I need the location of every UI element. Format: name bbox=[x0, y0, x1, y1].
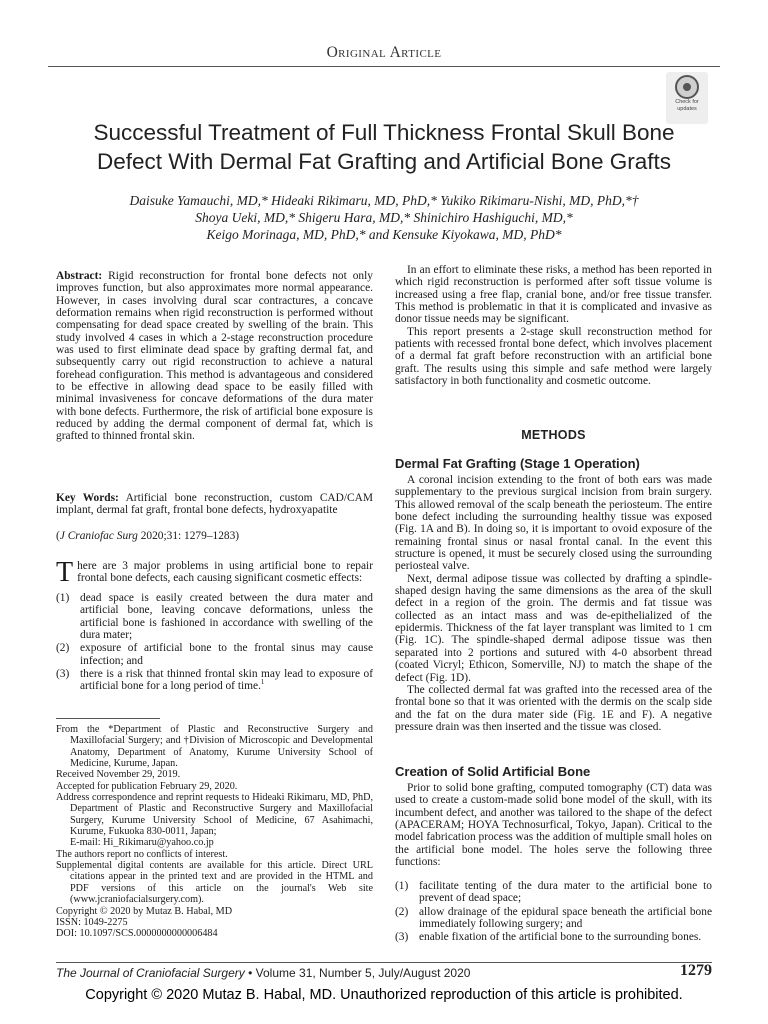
intro-paragraph bbox=[56, 557, 373, 588]
author-line: Keigo Morinaga, MD, PhD,* and Kensuke Kiyokawa, MD, PhD* bbox=[206, 227, 562, 242]
abstract-label: Abstract: bbox=[56, 270, 103, 282]
body-paragraph: Prior to solid bone grafting, computed tomography (CT) data was used to create a custom-made solid bone model of the skull, with its incumbent defect, and another was tailored to the shape of the defect (APACERAM; HOYA Technosurfical, Tokyo, Japan). Critical to the model fabrication process was the addition of multiple small holes on the artificial bone model. The holes serve the following three functions: bbox=[395, 782, 712, 869]
body-paragraph: This report presents a 2-stage skull reconstruction method for patients with recessed frontal bone defect, which involves placement of a dermal fat graft before reconstruction with an artificial bone graft. The results using this simple and safe method were largely satisfactory in both functionality and cosmetic outcome. bbox=[395, 325, 712, 388]
copyright-notice: Copyright © 2020 Mutaz B. Habal, MD. Unauthorized reproduction of this article is prohibited. bbox=[85, 987, 683, 1003]
footnotes bbox=[56, 724, 373, 940]
drop-cap: T bbox=[56, 557, 74, 588]
list-item: (2) allow drainage of the epidural space beneath the artificial bone immediately following surgery; and bbox=[395, 905, 712, 931]
author-line: Daisuke Yamauchi, MD,* Hideaki Rikimaru, MD, PhD,* Yukiko Rikimaru-Nishi, MD, PhD,*† bbox=[129, 193, 639, 208]
footnote-rule bbox=[56, 718, 160, 719]
intro-continued bbox=[395, 264, 712, 387]
list-item: (1) dead space is easily created between the dura mater and artificial bone, leaving concave deformations, unless the artificial bone is fashioned in accordance with swelling of the dura mater; bbox=[56, 592, 373, 642]
footer-rule bbox=[56, 962, 712, 963]
correspondence-note: Address correspondence and reprint requests to Hideaki Rikimaru, MD, PhD, Department of Plastic and Reconstructive Surgery and Maxillofacial Surgery, Kurume University School of Medicine, 67 Asahimachi, Kurume, Fukuoka 830-0011, Japan; bbox=[56, 792, 373, 838]
check-updates-icon bbox=[675, 75, 699, 99]
body-paragraph: In an effort to eliminate these risks, a method has been reported in which rigid reconstruction is performed after soft tissue volume is increased using a free flap, cranial bone, and/or free tissue transfer. This method is problematic in that it is complicated and invasive as donor tissue needs may be significant. bbox=[395, 264, 712, 326]
copyright-line: Copyright © 2020 by Mutaz B. Habal, MD bbox=[56, 905, 233, 917]
body-paragraph: A coronal incision extending to the front of both ears was made supplementary to the previous surgical incision from brain surgery. This allowed removal of the scalp beneath the periosteum. The entire bone defect including the surrounding healthy tissue was exposed (Fig. 1A and B). In doing so, it is important to ovoid exposure of the remaining frontal sinus or nasal frontal canal. In the event this structure is opened, it must be securely closed using the surrounding periosteal valve. bbox=[395, 474, 712, 573]
keywords-label: Key Words: bbox=[56, 492, 119, 504]
solid-bone-section bbox=[395, 782, 712, 868]
check-for-updates-badge[interactable] bbox=[666, 72, 708, 124]
subsection-heading: Creation of Solid Artificial Bone bbox=[395, 764, 591, 779]
section-label: Original Article bbox=[326, 44, 442, 61]
abstract-text: Rigid reconstruction for frontal bone defects not only improves function, but also approximates more normal appearance. However, in cases involving dural scar contractures, a concave deformation remains when rigid reconstruction is performed without compensating for dead space created by swelling of the brain. This study involved 4 cases in which a 2-stage reconstruction procedure was used to first eliminate dead space by grafting dermal fat, and subsequently carry out rigid reconstruction to achieve a natural forehead configuration. This method is advantageous and considered to be effective in allowing dead space to be easily filled with minimal invasiveness for concave deformations of the dura mater with bone defects. Furthermore, the risk of artificial bone exposure is reduced by adding the dermal component of dermal fat, which is grafted to thinned frontal skin. bbox=[56, 270, 373, 443]
received-date: Received November 29, 2019. bbox=[56, 769, 181, 781]
body-paragraph: Next, dermal adipose tissue was collected by drafting a spindle-shaped design having the same dimensions as the area of the skull defect in a region of the groin. The dermis and fat tissue was collected as an intact mass and was de-epithelialized of the epidermis. Thickness of the fat layer transplant was limited to 1 cm (Fig. 1C). The spindle-shaped dermal adipose tissue was then separated into 2 portions and sutured with 4-0 absorbent thread (coated Vicryl; Ethicon, Somerville, NJ) to match the shape of the defect (Fig. 1D). bbox=[395, 572, 712, 684]
supplemental-note: Supplemental digital contents are available for this article. Direct URL citations appear in the printed text and are provided in the HTML and PDF versions of this article on the journal's Web site (www.jcraniofacialsurgery.com). bbox=[56, 860, 373, 906]
dermal-fat-section bbox=[395, 474, 712, 733]
list-item: (2) exposure of artificial bone to the frontal sinus may cause infection; and bbox=[56, 642, 373, 667]
bullet-separator: • bbox=[248, 966, 256, 980]
list-item: (3) enable fixation of the artificial bone to the surrounding bones. bbox=[395, 931, 702, 944]
journal-footer bbox=[56, 966, 470, 980]
author-line: Shoya Ueki, MD,* Shigeru Hara, MD,* Shinichiro Hashiguchi, MD,* bbox=[195, 210, 573, 225]
email-link[interactable]: E-mail: Hi_Rikimaru@yahoo.co.jp bbox=[70, 837, 214, 849]
accepted-date: Accepted for publication February 29, 2020. bbox=[56, 780, 238, 792]
list-item: (3) there is a risk that thinned frontal skin may lead to exposure of artificial bone for a long period of time.$^1$ bbox=[56, 668, 373, 693]
abstract bbox=[56, 270, 373, 443]
list-item: (1) facilitate tenting of the dura mater to the artificial bone to prevent of dead space; bbox=[395, 880, 712, 905]
keywords bbox=[56, 492, 373, 517]
doi-link[interactable]: DOI: 10.1097/SCS.0000000000006484 bbox=[56, 928, 218, 940]
affiliation-note: From the *Department of Plastic and Reconstructive Surgery and Maxillofacial Surgery; and †Division of Microscopic and Developmental Anatomy, Department of Anatomy, Kurume University School of Medicine, Kurume, Japan. bbox=[56, 724, 373, 770]
citation-details: 2020;31: 1279–1283) bbox=[137, 530, 240, 542]
problem-list bbox=[56, 592, 373, 694]
intro-text: here are 3 major problems in using artificial bone to repair frontal bone defects, each causing significant cosmetic effects: bbox=[77, 560, 373, 585]
subsection-heading: Dermal Fat Grafting (Stage 1 Operation) bbox=[395, 456, 640, 471]
badge-label: Check for updates bbox=[675, 99, 699, 112]
issn-line: ISSN: 1049-2275 bbox=[56, 916, 128, 928]
citation: (J Craniofac Surg 2020;31: 1279–1283) bbox=[56, 530, 240, 542]
methods-heading: METHODS bbox=[521, 428, 586, 442]
journal-name: The Journal of Craniofacial Surgery bbox=[56, 966, 245, 980]
conflicts-note: The authors report no conflicts of interest. bbox=[56, 848, 228, 860]
issue-info: Volume 31, Number 5, July/August 2020 bbox=[255, 966, 471, 980]
keywords-text: Artificial bone reconstruction, custom CAD/CAM implant, dermal fat graft, frontal bone defects, hydroxyapatite bbox=[56, 492, 373, 517]
article-title: Successful Treatment of Full Thickness Frontal Skull Bone Defect With Dermal Fat Grafting and Artificial Bone Grafts bbox=[93, 120, 675, 174]
hole-functions-list bbox=[395, 880, 712, 945]
page-number: 1279 bbox=[680, 962, 712, 979]
author-list bbox=[40, 192, 728, 243]
header-rule bbox=[48, 66, 720, 67]
body-paragraph: The collected dermal fat was grafted into the recessed area of the frontal bone so that it was oriented with the dermis on the scalp side and the fat on the dura mater side (Fig. 1E and F). A negative pressure drain was then inserted and the tissue was closed. bbox=[395, 683, 712, 733]
citation-journal: J Craniofac Surg bbox=[59, 530, 138, 542]
